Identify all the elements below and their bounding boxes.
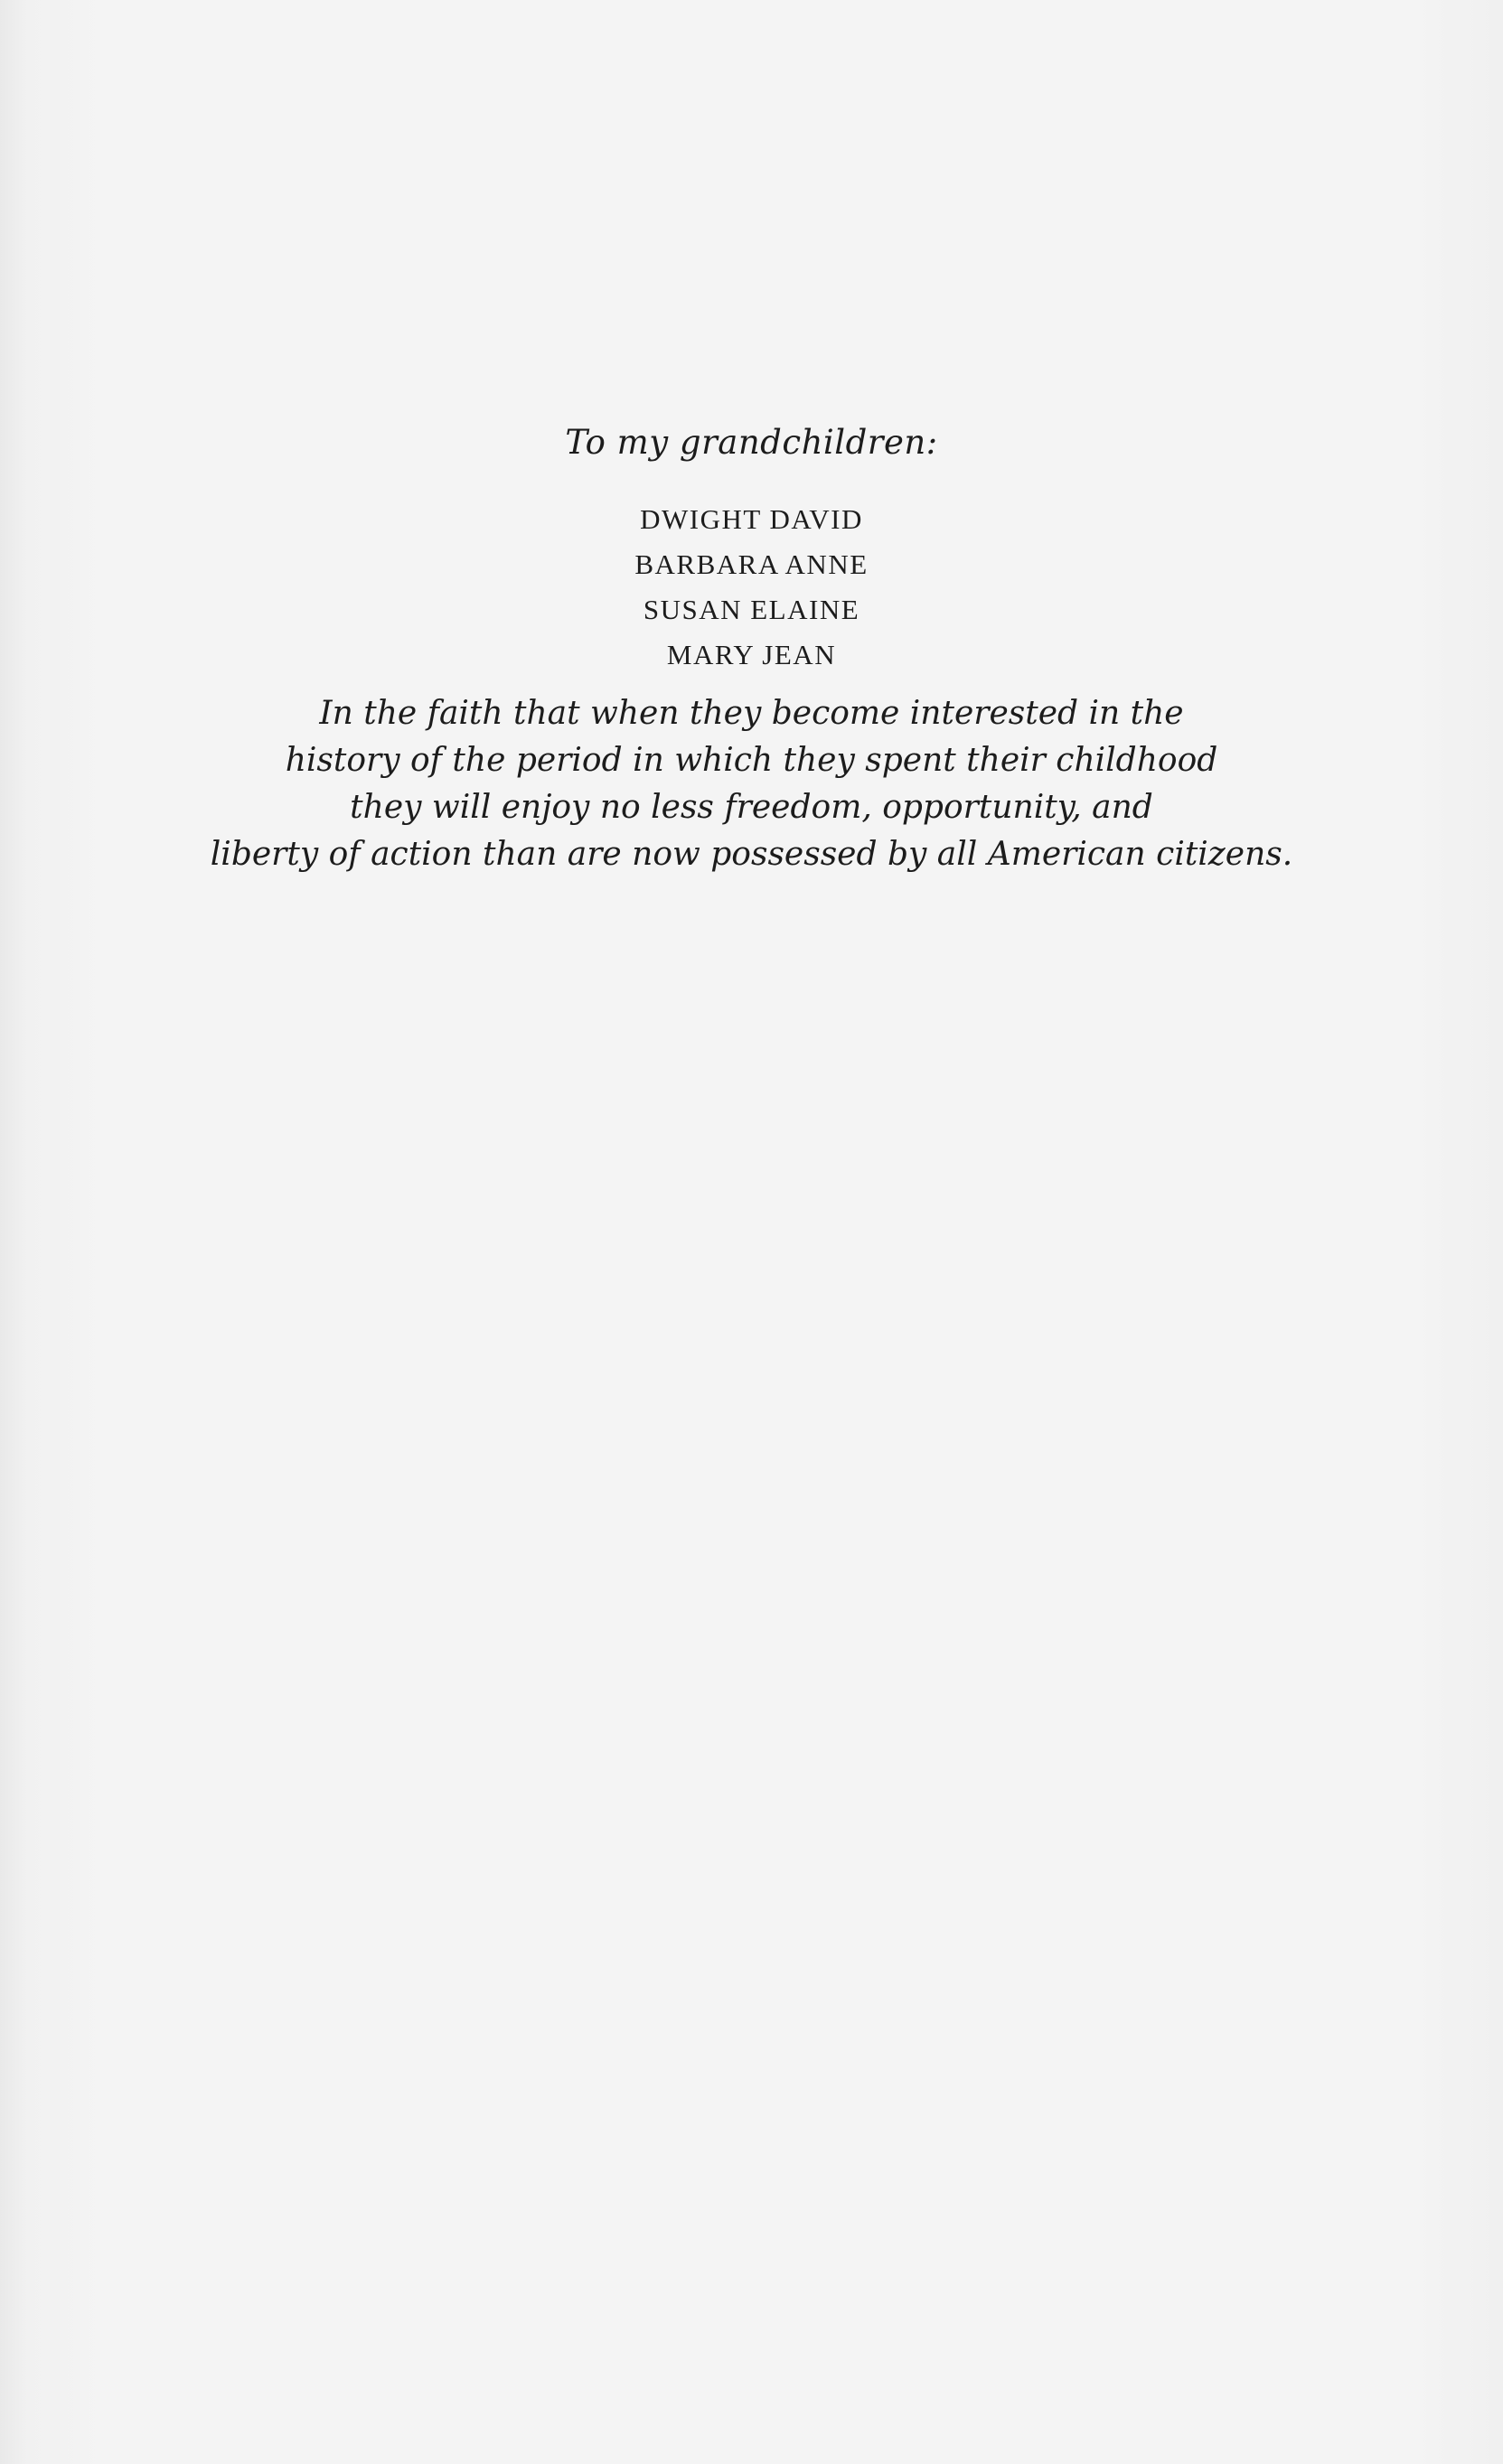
verse-line: In the faith that when they become interested in the — [319, 695, 1184, 732]
grandchild-name: MARY JEAN — [666, 639, 837, 670]
grandchild-name: DWIGHT DAVID — [640, 503, 863, 535]
verse-line: they will enjoy no less freedom, opportunity, and — [350, 789, 1153, 826]
grandchild-name: SUSAN ELAINE — [643, 594, 860, 625]
grandchild-name: BARBARA ANNE — [634, 548, 869, 580]
grandchildren-names-list — [0, 497, 1503, 678]
dedication-verse — [0, 690, 1503, 878]
verse-line: liberty of action than are now possessed by all American citizens. — [210, 836, 1293, 873]
verse-line: history of the period in which they spent their childhood — [285, 742, 1218, 779]
dedication-heading: To my grandchildren: — [565, 423, 938, 462]
